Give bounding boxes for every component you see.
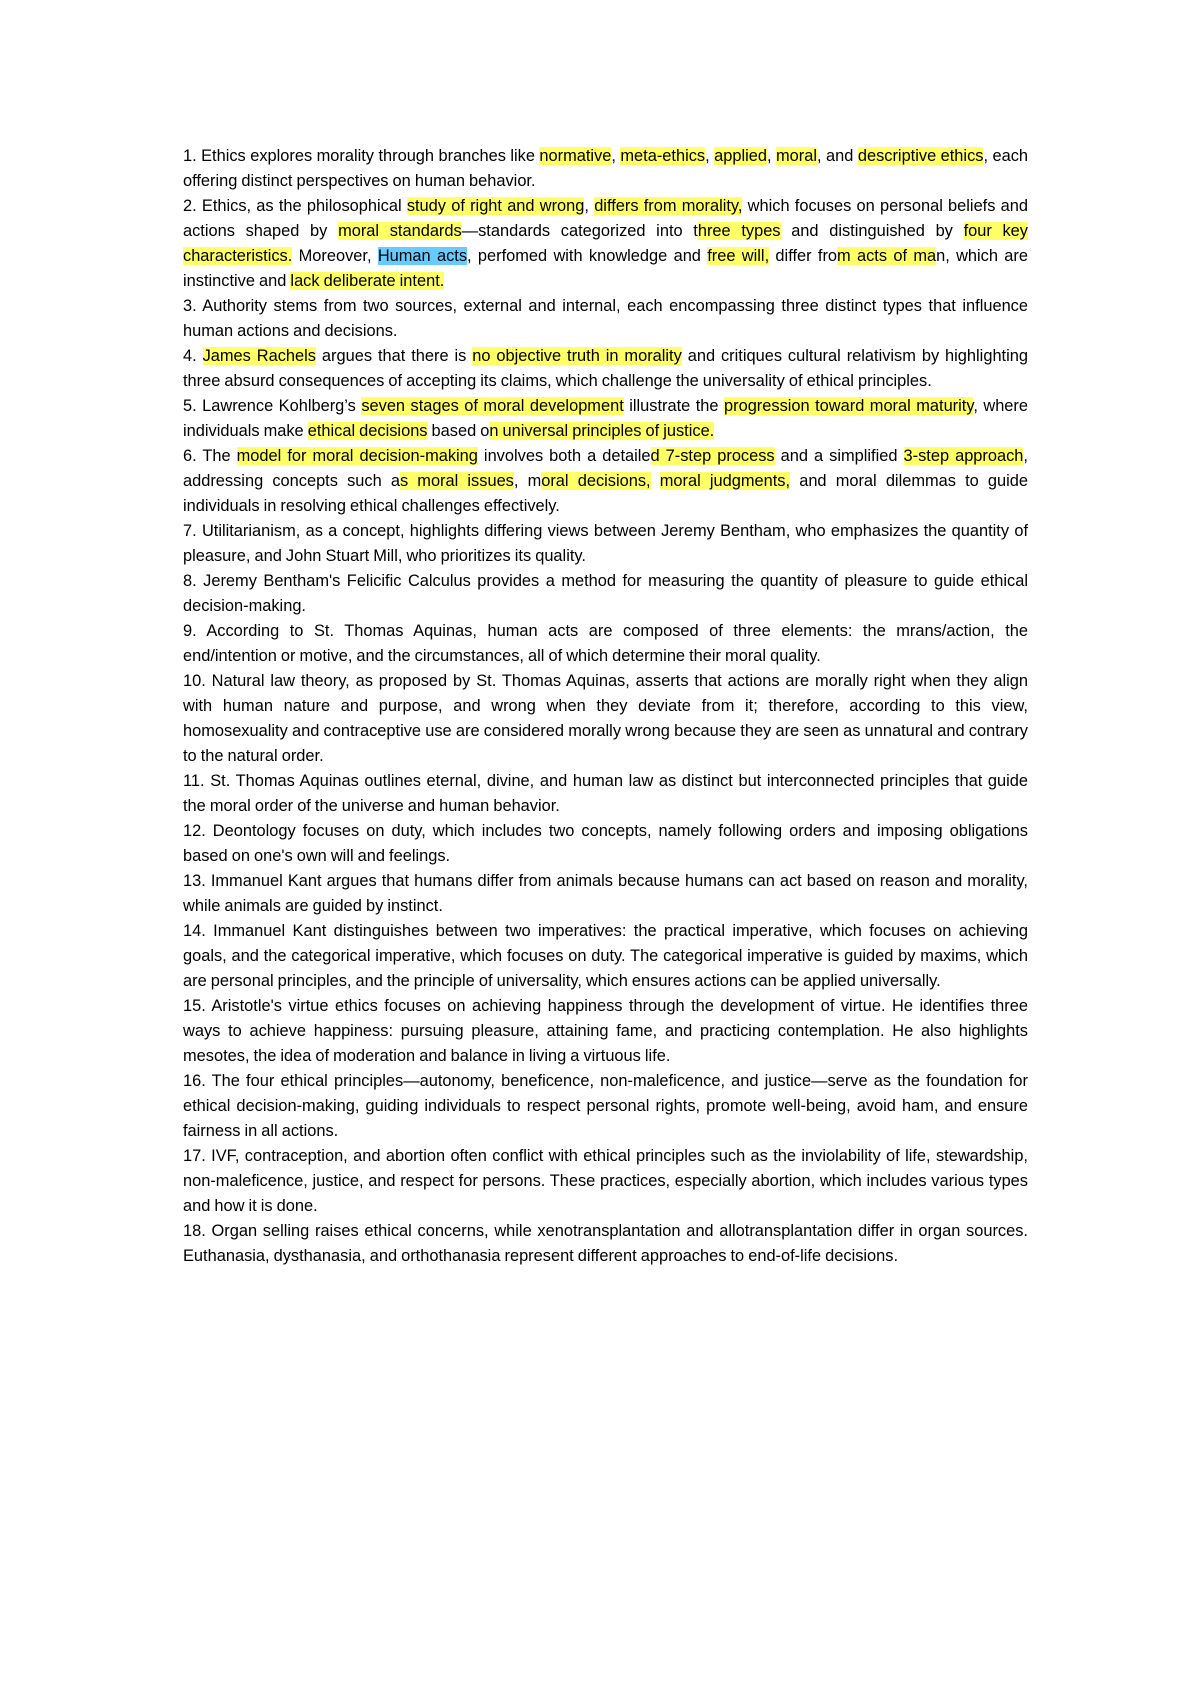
body-text: 12. Deontology focuses on duty, which includes two concepts, namely following orders and imposing obligations based on one's own will and feelings. <box>183 822 1028 865</box>
body-text: 14. Immanuel Kant distinguishes between two imperatives: the practical imperative, which focuses on achieving goals, and the categorical imperative, which focuses on duty. The categorical imperative is guided by maxims, which are personal principles, and the principle of universality, which ensures actions can be applied universally. <box>183 922 1028 990</box>
highlighted-term: n universal principles of justice. <box>489 422 715 440</box>
highlighted-term: normative <box>539 147 612 165</box>
body-text: based o <box>427 422 490 440</box>
body-text: 5. Lawrence Kohlberg’s <box>183 397 362 415</box>
summary-item-17 <box>183 1144 1028 1219</box>
body-text: 18. Organ selling raises ethical concerns, while xenotransplantation and allotransplantation differ in organ sources. Euthanasia, dysthanasia, and orthothanasia represent different approaches to end-of-life decisions. <box>183 1222 1028 1265</box>
highlighted-term: d 7-step process <box>650 447 775 465</box>
body-text: 2. Ethics, as the philosophical <box>183 197 407 215</box>
summary-item-8 <box>183 569 1028 619</box>
body-text: Moreover, <box>292 247 378 265</box>
body-text: argues that there is <box>316 347 473 365</box>
body-text: , perfomed with knowledge and <box>467 247 708 265</box>
highlighted-term: four key characteristics. <box>183 222 1028 265</box>
body-text: differ fro <box>769 247 838 265</box>
body-text: illustrate the <box>623 397 724 415</box>
highlighted-term: moral <box>776 147 818 165</box>
summary-item-10 <box>183 669 1028 769</box>
body-text: and distinguished by <box>780 222 964 240</box>
summary-item-2 <box>183 194 1028 294</box>
highlighted-term: model for moral decision-making <box>236 447 478 465</box>
highlighted-term: applied <box>714 147 768 165</box>
body-text: , addressing concepts such a <box>183 447 1028 490</box>
body-text: 8. Jeremy Bentham's Felicific Calculus provides a method for measuring the quantity of pleasure to guide ethical decision-making. <box>183 572 1028 615</box>
highlighted-term: moral judgments, <box>659 472 791 490</box>
summary-item-9 <box>183 619 1028 669</box>
numbered-summary-list <box>183 144 1028 1269</box>
body-text <box>651 472 660 490</box>
highlighted-term: differs from morality, <box>594 197 743 215</box>
summary-item-15 <box>183 994 1028 1069</box>
summary-item-13 <box>183 869 1028 919</box>
highlighted-term: seven stages of moral development <box>361 397 624 415</box>
highlighted-term: s moral issues <box>399 472 514 490</box>
highlighted-term: oral decisions, <box>541 472 651 490</box>
highlighted-term: study of right and wrong <box>406 197 585 215</box>
body-text: 3. Authority stems from two sources, external and internal, each encompassing three distinct types that influence human actions and decisions. <box>183 297 1028 340</box>
body-text: 4. <box>183 347 203 365</box>
highlighted-term: lack deliberate intent. <box>290 272 445 290</box>
body-text: and moral dilemmas to guide individuals in resolving ethical challenges effectively. <box>183 472 1029 515</box>
highlighted-term: James Rachels <box>202 347 317 365</box>
highlighted-term: ethical decisions <box>307 422 428 440</box>
summary-item-4 <box>183 344 1028 394</box>
body-text: —standards categorized into t <box>461 222 698 240</box>
summary-item-18 <box>183 1219 1028 1269</box>
body-text: 10. Natural law theory, as proposed by St. Thomas Aquinas, asserts that actions are morally right when they align with human nature and purpose, and wrong when they deviate from it; therefore, according to this view, homosexuality and contraceptive use are considered morally wrong because they are seen as unnatural and contrary to the natural order. <box>183 672 1028 765</box>
highlighted-term: progression toward moral maturity <box>724 397 974 415</box>
body-text: 13. Immanuel Kant argues that humans differ from animals because humans can act based on reason and morality, while animals are guided by instinct. <box>183 872 1028 915</box>
body-text: and critiques cultural relativism by highlighting three absurd consequences of accepting its claims, which challenge the universality of ethical principles. <box>183 347 1028 390</box>
highlighted-term-blue: Human acts <box>377 247 468 265</box>
highlighted-term: m acts of ma <box>837 247 937 265</box>
highlighted-term: moral standards <box>338 222 462 240</box>
body-text: which focuses on personal beliefs and actions shaped by <box>183 197 1028 240</box>
body-text: 17. IVF, contraception, and abortion often conflict with ethical principles such as the inviolability of life, stewardship, non-maleficence, justice, and respect for persons. These practices, especially abortion, which includes various types and how it is done. <box>183 1147 1028 1215</box>
body-text: , <box>705 147 715 165</box>
body-text: involves both a detaile <box>477 447 651 465</box>
highlighted-term: descriptive ethics <box>857 147 984 165</box>
summary-item-11 <box>183 769 1028 819</box>
body-text: n, which are instinctive and <box>183 247 1028 290</box>
body-text: , <box>611 147 621 165</box>
body-text: 1. Ethics explores morality through branches like <box>183 147 540 165</box>
body-text: , and <box>817 147 858 165</box>
summary-item-5 <box>183 394 1028 444</box>
highlighted-term: free will, <box>707 247 770 265</box>
body-text: , each offering distinct perspectives on human behavior. <box>183 147 1029 190</box>
highlighted-term: hree types <box>697 222 781 240</box>
body-text: , <box>767 147 777 165</box>
body-text: 16. The four ethical principles—autonomy, beneficence, non-maleficence, and justice—serve as the foundation for ethical decision-making, guiding individuals to respect personal rights, promote well-being, avoid ham, and ensure fairness in all actions. <box>183 1072 1028 1140</box>
body-text: 6. The <box>183 447 237 465</box>
body-text: 9. According to St. Thomas Aquinas, human acts are composed of three elements: the mrans/action, the end/intention or motive, and the circumstances, all of which determine their moral quality. <box>183 622 1028 665</box>
body-text: and a simplified <box>774 447 904 465</box>
summary-item-16 <box>183 1069 1028 1144</box>
summary-item-14 <box>183 919 1028 994</box>
summary-item-12 <box>183 819 1028 869</box>
summary-item-3 <box>183 294 1028 344</box>
body-text: 11. St. Thomas Aquinas outlines eternal, divine, and human law as distinct but interconnected principles that guide the moral order of the universe and human behavior. <box>183 772 1028 815</box>
summary-item-6 <box>183 444 1028 519</box>
summary-item-7 <box>183 519 1028 569</box>
body-text: 7. Utilitarianism, as a concept, highlights differing views between Jeremy Bentham, who emphasizes the quantity of pleasure, and John Stuart Mill, who prioritizes its quality. <box>183 522 1028 565</box>
summary-item-1 <box>183 144 1028 194</box>
highlighted-term: meta-ethics <box>620 147 706 165</box>
body-text: , m <box>513 472 542 490</box>
body-text: , where individuals make <box>183 397 1028 440</box>
highlighted-term: 3-step approach <box>903 447 1024 465</box>
body-text: , <box>584 197 595 215</box>
highlighted-term: no objective truth in morality <box>472 347 682 365</box>
body-text: 15. Aristotle's virtue ethics focuses on achieving happiness through the development of virtue. He identifies three ways to achieve happiness: pursuing pleasure, attaining fame, and practicing contemplation. He also highlights mesotes, the idea of moderation and balance in living a virtuous life. <box>183 997 1028 1065</box>
